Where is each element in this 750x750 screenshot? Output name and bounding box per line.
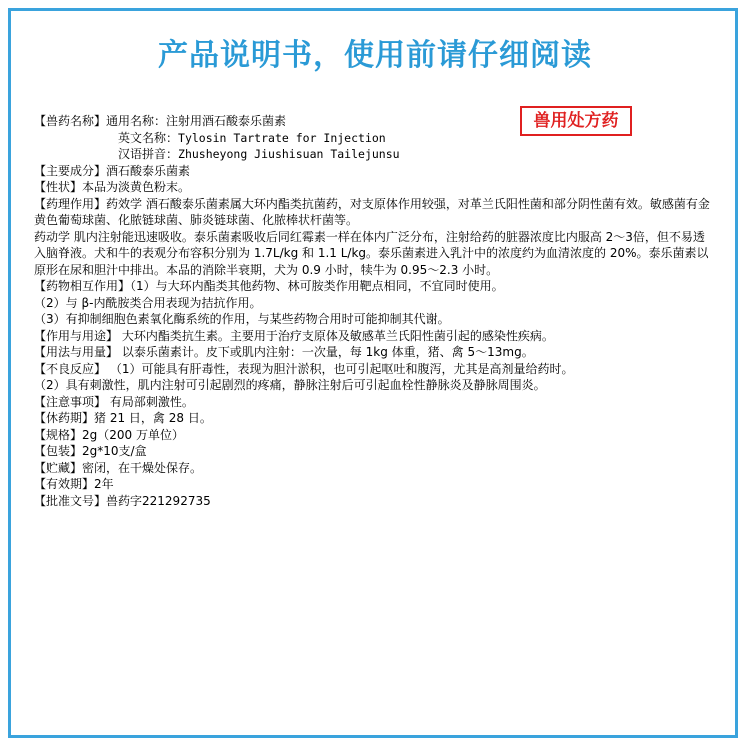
appearance-label: 【性状】 xyxy=(34,180,83,194)
appearance-row xyxy=(34,179,714,196)
precautions-row xyxy=(34,394,714,411)
adverse-row xyxy=(34,361,714,378)
pinyin-name: Zhusheyong Jiushisuan Tailejunsu xyxy=(178,147,400,161)
approval-label: 【批准文号】 xyxy=(34,493,107,508)
package-text: 2g*10支/盒 xyxy=(82,444,147,458)
adverse-item-1: （1）可能具有肝毒性，表现为胆汁淤积，也可引起呕吐和腹泻，尤其是高剂量给药时。 xyxy=(106,361,574,376)
storage-label: 【贮藏】 xyxy=(34,460,83,475)
dosage-row xyxy=(34,344,714,361)
page-title: 产品说明书，使用前请仔细阅读 xyxy=(158,38,592,73)
precautions-label: 【注意事项】 xyxy=(34,394,107,409)
approval-row xyxy=(34,493,714,510)
withdrawal-row xyxy=(34,410,714,427)
adverse-item-2: （2）具有刺激性，肌内注射可引起剧烈的疼痛，静脉注射后可引起血栓性静脉炎及静脉周围炎。 xyxy=(34,378,546,392)
interactions-item-3: （3）有抑制细胞色素氧化酶系统的作用，与某些药物合用时可能抑制其代谢。 xyxy=(34,312,450,326)
interactions-item-2: （2）与 β-内酰胺类合用表现为拮抗作用。 xyxy=(34,295,262,310)
adverse-label: 【不良反应】 xyxy=(34,361,107,376)
english-name-label: 英文名称： xyxy=(118,130,179,145)
appearance-text: 本品为淡黄色粉末。 xyxy=(82,180,191,194)
common-name: 注射用酒石酸泰乐菌素 xyxy=(166,114,287,128)
name-label: 【兽药名称】 xyxy=(34,114,107,128)
common-name-label: 通用名称： xyxy=(106,114,167,128)
name-pinyin-row xyxy=(34,146,714,163)
approval-text: 兽药字221292735 xyxy=(106,493,211,508)
name-common-row xyxy=(34,113,714,130)
pharmacodynamics-text: 药效学 酒石酸泰乐菌素属大环内酯类抗菌药，对支原体作用较强，对革兰氏阳性菌和部分阴性菌有效。敏感菌有金黄色葡萄球菌、化脓链球菌、肺炎链球菌、化脓棒状杆菌等。 xyxy=(34,196,710,227)
storage-text: 密闭，在干燥处保存。 xyxy=(82,460,203,475)
ingredient-row xyxy=(34,163,714,180)
dosage-label: 【用法与用量】 xyxy=(34,345,119,359)
interactions-label: 【药物相互作用】 xyxy=(34,279,131,293)
package-label: 【包装】 xyxy=(34,444,83,458)
validity-label: 【有效期】 xyxy=(34,477,95,491)
instruction-text xyxy=(34,113,714,509)
precautions-text: 有局部刺激性。 xyxy=(106,394,194,409)
indications-text: 大环内酯类抗生素。主要用于治疗支原体及敏感革兰氏阳性菌引起的感染性疾病。 xyxy=(118,328,554,343)
dosage-text: 以泰乐菌素计。皮下或肌内注射：一次量，每 1kg 体重，猪、禽 5～13mg。 xyxy=(118,345,534,359)
pharmacology-label: 【药理作用】 xyxy=(34,196,107,211)
pharmacodynamics-paragraph xyxy=(34,196,714,229)
package-row xyxy=(34,443,714,460)
withdrawal-text: 猪 21 日，禽 28 日。 xyxy=(94,411,212,425)
ingredient-label: 【主要成分】 xyxy=(34,163,107,178)
english-name: Tylosin Tartrate for Injection xyxy=(178,130,386,145)
indications-row xyxy=(34,328,714,345)
pharmacokinetics-paragraph: 药动学 肌内注射能迅速吸收。泰乐菌素吸收后同红霉素一样在体内广泛分布，注射给药的脏器浓度比内服高 2～3倍，但不易透入脑脊液。犬和牛的表观分布容积分别为 1.7L/kg 和 1.1 L/kg。泰乐菌素进入乳汁中的浓度约为血清浓度的 20%。泰乐菌素以原形在尿和胆汁中排出。本品的消除半衰期，犬为 0.9 小时，犊牛为 0.95～2.3 小时。 xyxy=(34,229,709,277)
ingredient-text: 酒石酸泰乐菌素 xyxy=(106,163,191,178)
spec-row xyxy=(34,427,714,444)
withdrawal-label: 【休药期】 xyxy=(34,411,95,425)
spec-label: 【规格】 xyxy=(34,427,83,442)
interactions-item-1: （1）与大环内酯类其他药物、林可胺类作用靶点相同，不宜同时使用。 xyxy=(130,279,504,293)
interactions-row xyxy=(34,278,714,295)
validity-row xyxy=(34,476,714,493)
name-en-row xyxy=(34,130,714,147)
spec-text: 2g（200 万单位） xyxy=(82,427,184,442)
prescription-badge: 兽用处方药 xyxy=(520,106,632,136)
pinyin-label: 汉语拼音： xyxy=(118,147,179,161)
indications-label: 【作用与用途】 xyxy=(34,328,119,343)
validity-text: 2年 xyxy=(94,477,114,491)
storage-row xyxy=(34,460,714,477)
